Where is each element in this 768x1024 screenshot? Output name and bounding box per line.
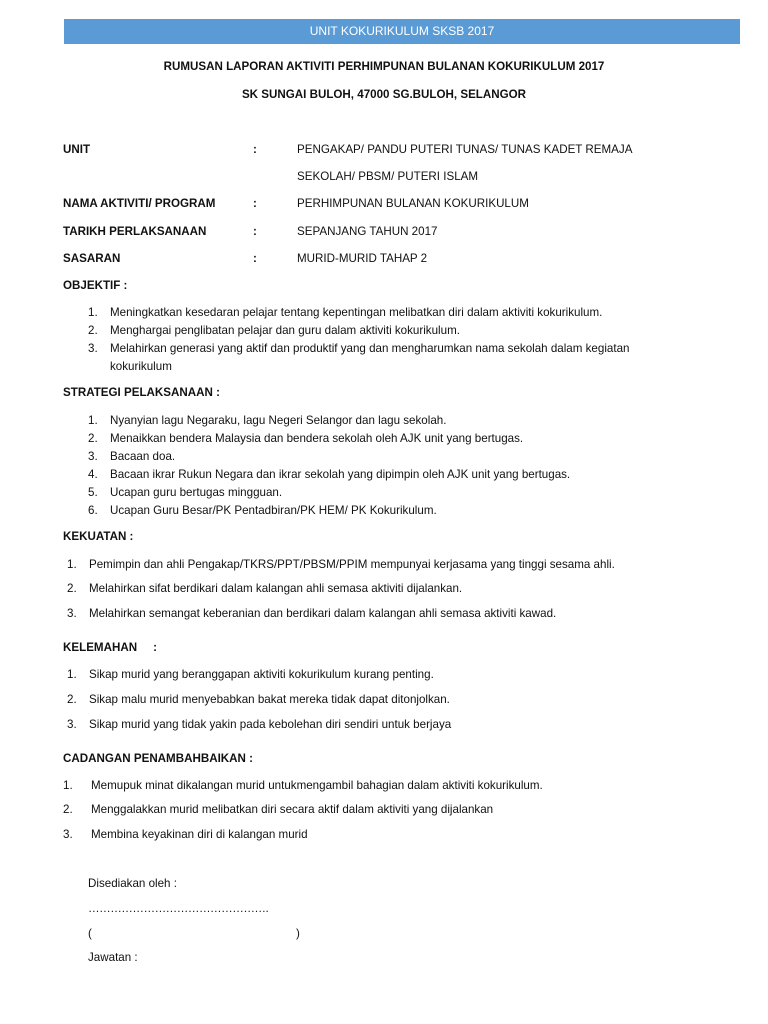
target-value: MURID-MURID TAHAP 2 xyxy=(297,252,428,265)
position-label: Jawatan : xyxy=(88,951,138,964)
info-row-unit xyxy=(63,143,753,159)
list-text: Nyanyian lagu Negaraku, lagu Negeri Selangor dan lagu sekolah. xyxy=(110,414,447,427)
document-title: RUMUSAN LAPORAN AKTIVITI PERHIMPUNAN BULANAN KOKURIKULUM 2017 xyxy=(163,60,605,73)
list-text: Sikap malu murid menyebabkan bakat mereka tidak dapat ditonjolkan. xyxy=(89,693,450,706)
list-text: Melahirkan sifat berdikari dalam kalangan ahli semasa aktiviti dijalankan. xyxy=(89,582,463,595)
list-number: 2. xyxy=(88,324,98,337)
info-row-activity xyxy=(63,197,753,213)
list-text: Bacaan doa. xyxy=(110,450,176,463)
list-number: 3. xyxy=(88,342,98,355)
unit-label: UNIT xyxy=(63,143,91,156)
unit-colon: : xyxy=(253,143,257,156)
list-text: Melahirkan generasi yang aktif dan produktif yang dan mengharumkan nama sekolah dalam kegiatan xyxy=(110,342,630,355)
list-text: kokurikulum xyxy=(110,360,172,373)
list-number: 1. xyxy=(88,306,98,319)
cadangan-heading: CADANGAN PENAMBAHBAIKAN : xyxy=(63,752,254,765)
list-number: 3. xyxy=(67,607,77,620)
list-text: Menggalakkan murid melibatkan diri secara aktif dalam aktiviti yang dijalankan xyxy=(91,803,494,816)
list-number: 1. xyxy=(63,779,73,792)
activity-colon: : xyxy=(253,197,257,210)
list-number: 1. xyxy=(88,414,98,427)
kekuatan-heading: KEKUATAN : xyxy=(63,530,134,543)
info-row-target xyxy=(63,252,753,268)
kelemahan-heading: KELEMAHAN : xyxy=(63,641,158,654)
target-label: SASARAN xyxy=(63,252,121,265)
list-text: Menghargai penglibatan pelajar dan guru dalam aktiviti kokurikulum. xyxy=(110,324,460,337)
list-number: 2. xyxy=(88,432,98,445)
list-text: Sikap murid yang beranggapan aktiviti kokurikulum kurang penting. xyxy=(89,668,434,681)
list-number: 6. xyxy=(88,504,98,517)
list-text: Membina keyakinan diri di kalangan murid xyxy=(91,828,308,841)
date-colon: : xyxy=(253,225,257,238)
list-text: Memupuk minat dikalangan murid untukmengambil bahagian dalam aktiviti kokurikulum. xyxy=(91,779,543,792)
activity-value: PERHIMPUNAN BULANAN KOKURIKULUM xyxy=(297,197,529,210)
prepared-by-label: Disediakan oleh : xyxy=(88,877,177,890)
list-number: 2. xyxy=(63,803,73,816)
date-label: TARIKH PERLAKSANAAN xyxy=(63,225,207,238)
header-banner: UNIT KOKURIKULUM SKSB 2017 xyxy=(64,19,740,44)
list-text: Menaikkan bendera Malaysia dan bendera sekolah oleh AJK unit yang bertugas. xyxy=(110,432,524,445)
list-number: 3. xyxy=(88,450,98,463)
list-number: 1. xyxy=(67,558,77,571)
list-number: 3. xyxy=(67,718,77,731)
list-text: Sikap murid yang tidak yakin pada kebolehan diri sendiri untuk berjaya xyxy=(89,718,452,731)
list-number: 4. xyxy=(88,468,98,481)
school-address: SK SUNGAI BULOH, 47000 SG.BULOH, SELANGOR xyxy=(241,88,527,101)
activity-label: NAMA AKTIVITI/ PROGRAM xyxy=(63,197,216,210)
target-colon: : xyxy=(253,252,257,265)
date-value: SEPANJANG TAHUN 2017 xyxy=(297,225,438,238)
unit-value-line-2: SEKOLAH/ PBSM/ PUTERI ISLAM xyxy=(297,170,479,183)
signature-line: …………………………………………. xyxy=(88,902,269,915)
list-text: Ucapan Guru Besar/PK Pentadbiran/PK HEM/ PK Kokurikulum. xyxy=(110,504,437,517)
info-row-date xyxy=(63,225,753,241)
list-number: 5. xyxy=(88,486,98,499)
unit-value-line-1: PENGAKAP/ PANDU PUTERI TUNAS/ TUNAS KADET REMAJA xyxy=(297,143,633,156)
list-text: Melahirkan semangat keberanian dan berdikari dalam kalangan ahli semasa aktiviti kawad. xyxy=(89,607,557,620)
list-number: 3. xyxy=(63,828,73,841)
list-number: 2. xyxy=(67,693,77,706)
name-paren-open: ( xyxy=(88,927,92,940)
objektif-heading: OBJEKTIF : xyxy=(63,279,128,292)
strategi-heading: STRATEGI PELAKSANAAN : xyxy=(63,386,220,399)
list-number: 1. xyxy=(67,668,77,681)
list-number: 2. xyxy=(67,582,77,595)
list-text: Bacaan ikrar Rukun Negara dan ikrar sekolah yang dipimpin oleh AJK unit yang bertugas. xyxy=(110,468,571,481)
list-text: Pemimpin dan ahli Pengakap/TKRS/PPT/PBSM/PPIM mempunyai kerjasama yang tinggi sesama ahli. xyxy=(89,558,615,571)
list-text: Meningkatkan kesedaran pelajar tentang kepentingan melibatkan diri dalam aktiviti kokurikulum. xyxy=(110,306,603,319)
info-row-unit-cont xyxy=(63,170,753,186)
list-text: Ucapan guru bertugas mingguan. xyxy=(110,486,283,499)
name-paren-close: ) xyxy=(296,927,300,940)
